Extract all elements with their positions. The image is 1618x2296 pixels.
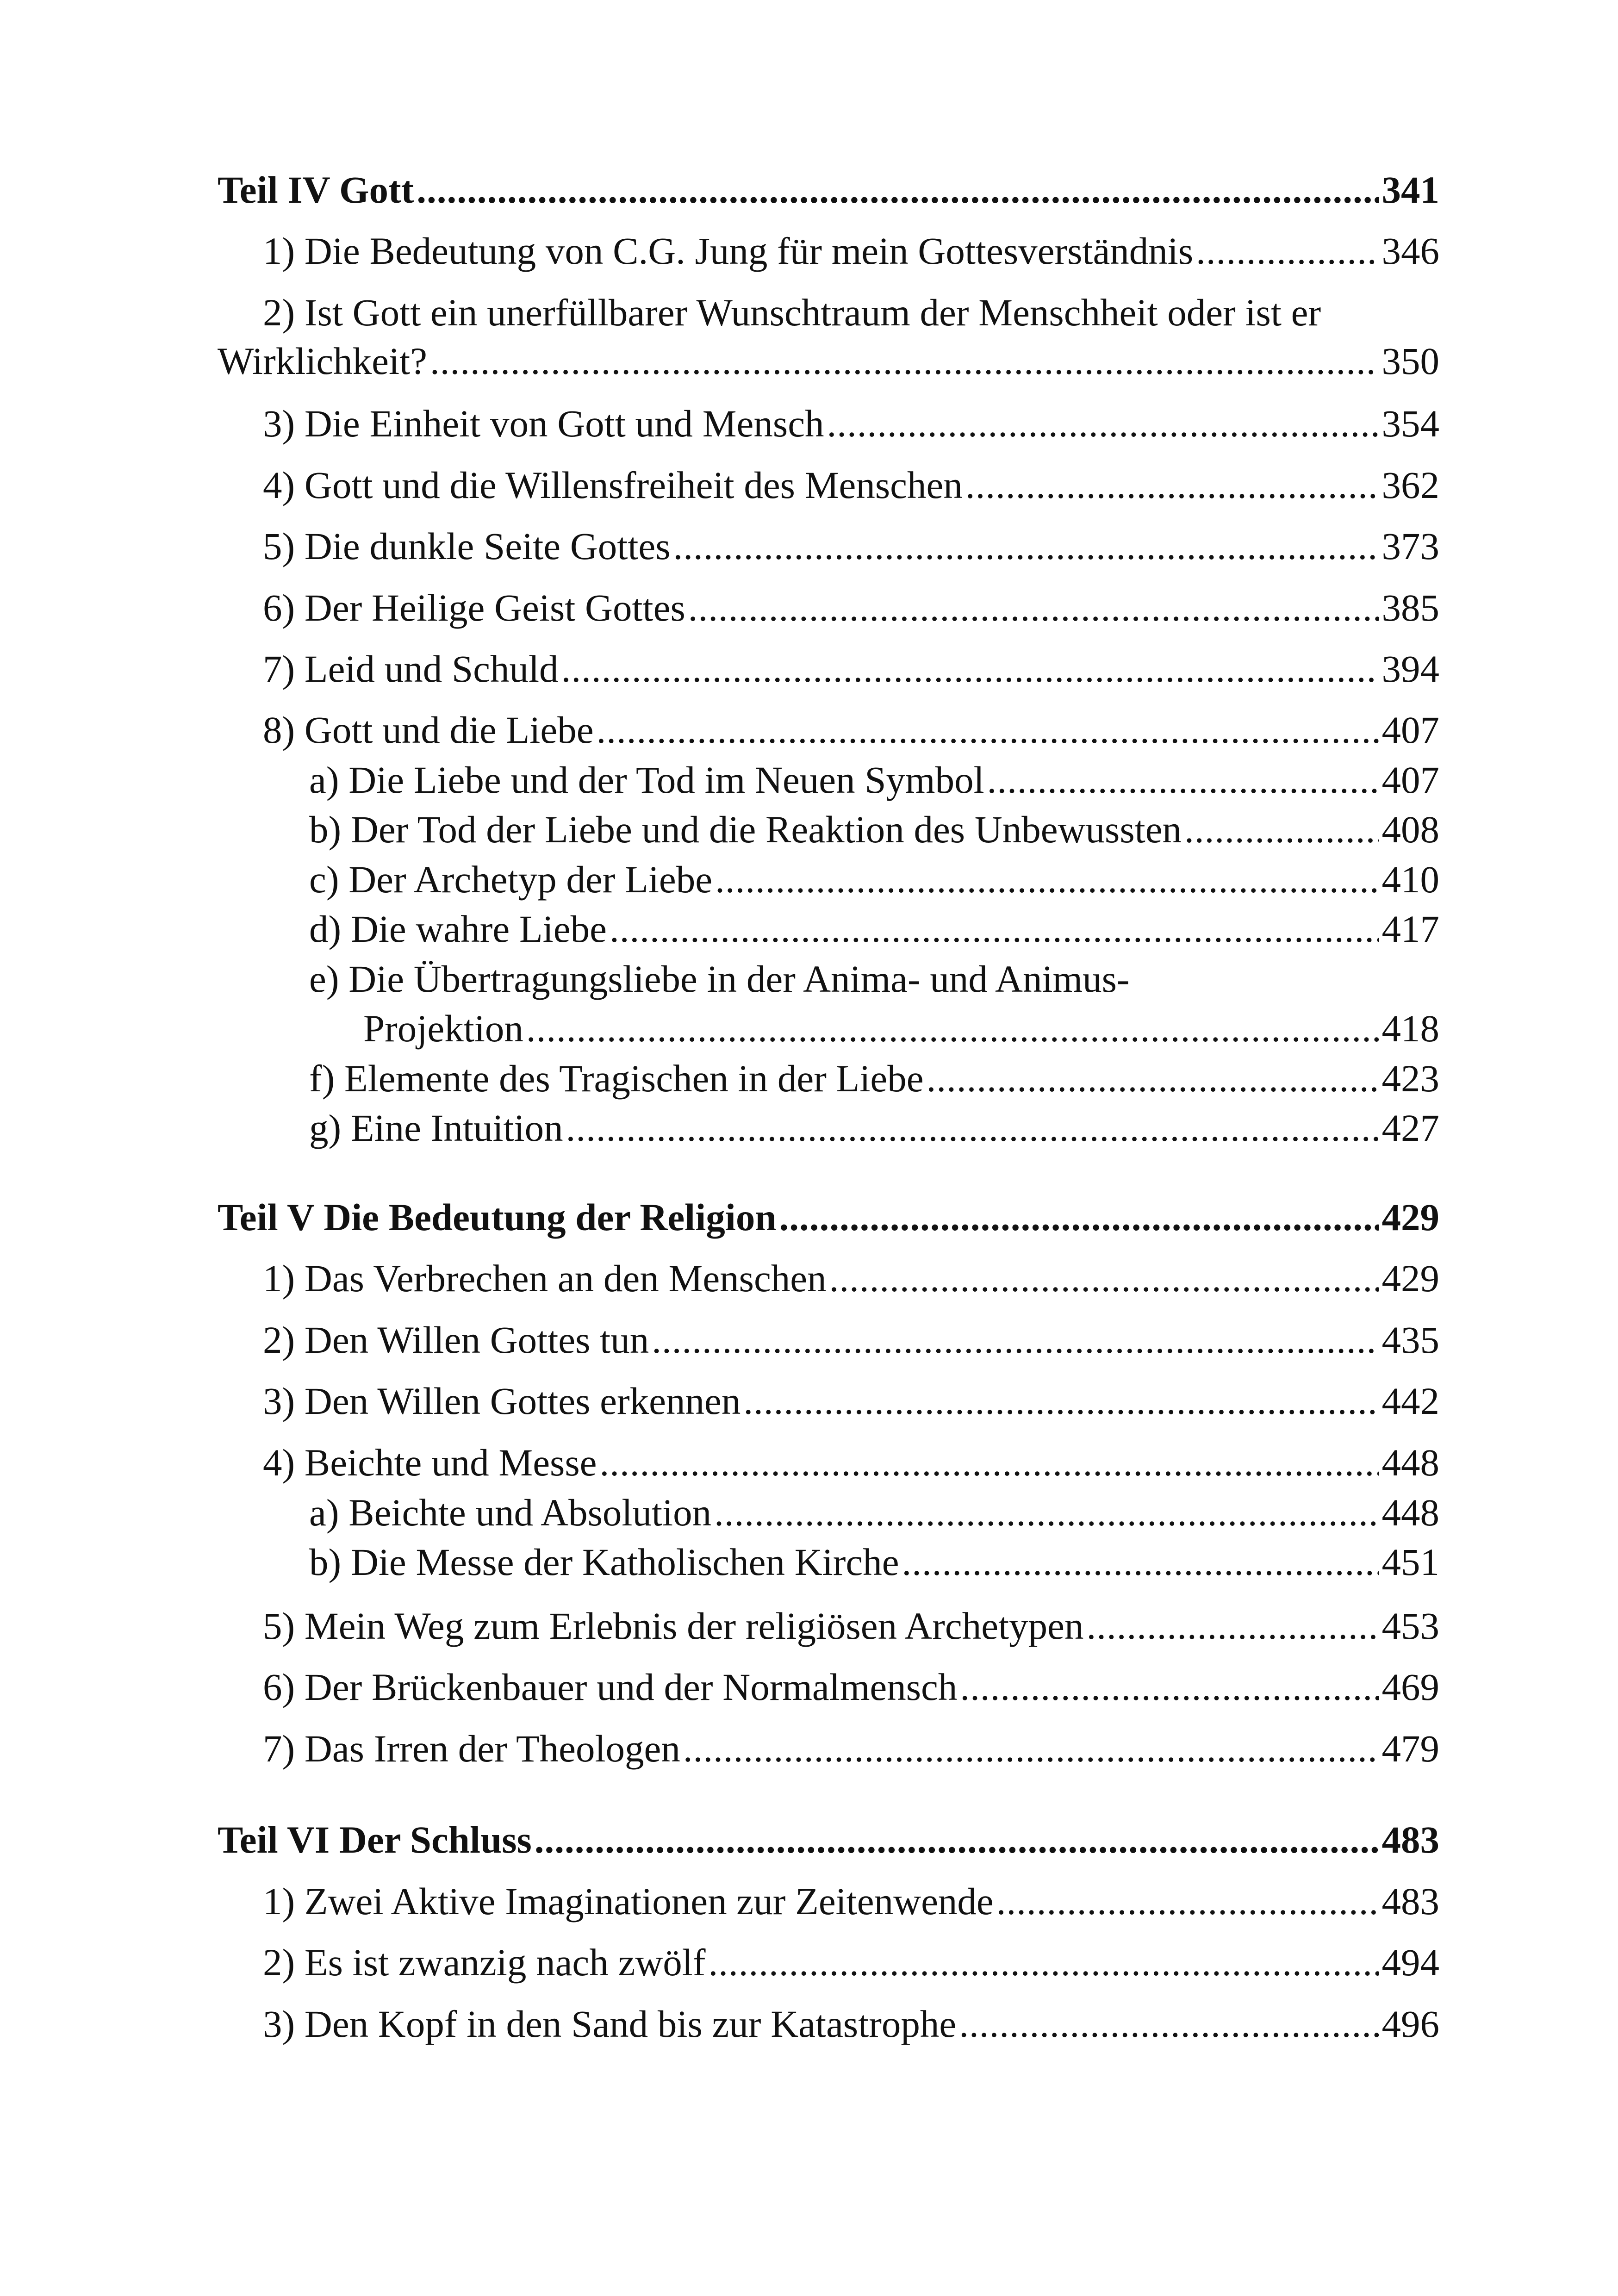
dot-leader	[535, 1817, 1379, 1863]
toc-entry	[263, 646, 1439, 692]
toc-page-number: 448	[1382, 1491, 1439, 1534]
toc-page-number: 346	[1382, 230, 1439, 272]
toc-entry	[263, 1664, 1439, 1710]
toc-entry-title: 3) Den Kopf in den Sand bis zur Katastrophe	[263, 2003, 957, 2045]
toc-page-number: 483	[1382, 1880, 1439, 1923]
toc-entry	[263, 1317, 1439, 1363]
toc-page-number: 350	[1382, 340, 1439, 382]
toc-entry	[263, 707, 1439, 753]
dot-leader	[1184, 806, 1379, 852]
dot-leader	[610, 906, 1379, 952]
toc-entry	[263, 400, 1439, 447]
toc-entry-title: 7) Leid und Schuld	[263, 647, 559, 690]
toc-subentry	[363, 1005, 1439, 1052]
toc-entry-title: 6) Der Brückenbauer und der Normalmensch	[263, 1666, 958, 1708]
toc-part-heading	[218, 1194, 1439, 1240]
dot-leader	[430, 338, 1379, 384]
toc-entry-title: 3) Den Willen Gottes erkennen	[263, 1380, 741, 1422]
toc-entry-title: 1) Die Bedeutung von C.G. Jung für mein Gottesverständnis	[263, 230, 1194, 272]
toc-entry-title: 2) Den Willen Gottes tun	[263, 1319, 649, 1361]
toc-subentry-title-line1: e) Die Übertragungsliebe in der Anima- und Animus-	[309, 958, 1130, 1000]
toc-part-title: Teil V Die Bedeutung der Religion	[218, 1196, 777, 1238]
toc-page-number: 373	[1382, 525, 1439, 567]
toc-subentry-title: a) Beichte und Absolution	[309, 1491, 712, 1534]
toc-entry	[263, 523, 1439, 569]
toc-subentry-title: f) Elemente des Tragischen in der Liebe	[309, 1057, 924, 1100]
toc-entry-title: 5) Mein Weg zum Erlebnis der religiösen Archetypen	[263, 1605, 1084, 1647]
toc-page-number: 394	[1382, 647, 1439, 690]
toc-entry-title: Wirklichkeit?	[218, 340, 427, 382]
dot-leader	[959, 2001, 1379, 2047]
toc-entry-title: 1) Das Verbrechen an den Menschen	[263, 1257, 827, 1300]
toc-part-title: Teil IV Gott	[218, 168, 414, 211]
toc-part-title: Teil VI Der Schluss	[218, 1818, 532, 1861]
toc-entry-title: 5) Die dunkle Seite Gottes	[263, 525, 671, 567]
toc-entry	[263, 1725, 1439, 1772]
toc-subentry	[309, 1055, 1439, 1101]
toc-page-number: 362	[1382, 464, 1439, 506]
toc-page-number: 448	[1382, 1441, 1439, 1484]
toc-entry	[263, 1255, 1439, 1301]
toc-page-number: 469	[1382, 1666, 1439, 1708]
toc-entry-title: 6) Der Heilige Geist Gottes	[263, 586, 685, 629]
toc-page-number: 483	[1382, 1818, 1439, 1861]
dot-leader	[1086, 1603, 1379, 1649]
toc-entry	[263, 462, 1439, 508]
dot-leader	[714, 1489, 1379, 1536]
toc-page-number: 442	[1382, 1380, 1439, 1422]
toc-entry	[263, 1378, 1439, 1424]
toc-page-number: 407	[1382, 759, 1439, 801]
toc-page-number: 496	[1382, 2003, 1439, 2045]
dot-leader	[987, 757, 1379, 803]
toc-subentry-title: g) Eine Intuition	[309, 1107, 563, 1149]
toc-page-number: 479	[1382, 1727, 1439, 1770]
toc-subentry-title: b) Der Tod der Liebe und die Reaktion des Unbewussten	[309, 808, 1182, 851]
toc-subentry	[309, 757, 1439, 803]
toc-entry-title: 4) Beichte und Messe	[263, 1441, 597, 1484]
toc-page-number: 418	[1382, 1007, 1439, 1050]
toc-page-number: 453	[1382, 1605, 1439, 1647]
toc-entry	[263, 1878, 1439, 1924]
toc-entry	[263, 1939, 1439, 1985]
toc-page-number: 407	[1382, 709, 1439, 751]
dot-leader	[960, 1664, 1379, 1710]
dot-leader	[902, 1539, 1379, 1585]
dot-leader	[566, 1105, 1379, 1151]
toc-entry	[218, 338, 1439, 384]
toc-entry-title-line1: 2) Ist Gott ein unerfüllbarer Wunschtraum der Menschheit oder ist er	[263, 291, 1321, 334]
dot-leader	[743, 1378, 1379, 1424]
toc-page-number: 429	[1382, 1257, 1439, 1300]
toc-subentry	[309, 806, 1439, 852]
dot-leader	[709, 1939, 1379, 1985]
dot-leader	[599, 1439, 1379, 1486]
toc-part-heading	[218, 167, 1439, 213]
toc-page-number: 417	[1382, 908, 1439, 950]
toc-page-number: 354	[1382, 402, 1439, 445]
toc-page-number: 429	[1382, 1196, 1439, 1238]
toc-page-number: 410	[1382, 858, 1439, 901]
toc-entry-title: 8) Gott und die Liebe	[263, 709, 594, 751]
dot-leader	[561, 646, 1379, 692]
toc-entry-title: 7) Das Irren der Theologen	[263, 1727, 680, 1770]
toc-subentry	[309, 906, 1439, 952]
toc-page-number: 494	[1382, 1941, 1439, 1984]
toc-entry	[263, 1603, 1439, 1649]
toc-page-number: 341	[1382, 168, 1439, 211]
dot-leader	[827, 400, 1379, 447]
toc-entry	[263, 228, 1439, 274]
toc-page-number: 435	[1382, 1319, 1439, 1361]
toc-entry-title: 1) Zwei Aktive Imaginationen zur Zeitenwende	[263, 1880, 994, 1923]
dot-leader	[829, 1255, 1379, 1301]
toc-subentry	[309, 1105, 1439, 1151]
dot-leader	[927, 1055, 1379, 1101]
toc-subentry	[309, 1489, 1439, 1536]
toc-entry-title: 4) Gott und die Willensfreiheit des Menschen	[263, 464, 963, 506]
toc-page-number: 451	[1382, 1541, 1439, 1583]
dot-leader	[417, 167, 1379, 213]
dot-leader	[715, 856, 1379, 902]
toc-page-number: 427	[1382, 1107, 1439, 1149]
toc-page-number: 408	[1382, 808, 1439, 851]
toc-subentry-title: Projektion	[363, 1007, 523, 1050]
toc-subentry	[309, 1539, 1439, 1585]
dot-leader	[688, 585, 1379, 631]
toc-subentry-title: b) Die Messe der Katholischen Kirche	[309, 1541, 899, 1583]
toc-page-number: 385	[1382, 586, 1439, 629]
toc-subentry-title: a) Die Liebe und der Tod im Neuen Symbol	[309, 759, 984, 801]
toc-subentry	[309, 856, 1439, 902]
dot-leader	[683, 1725, 1379, 1772]
toc-page-number: 423	[1382, 1057, 1439, 1100]
dot-leader	[779, 1194, 1379, 1240]
dot-leader	[526, 1005, 1379, 1052]
dot-leader	[965, 462, 1379, 508]
toc-entry	[263, 1439, 1439, 1486]
dot-leader	[673, 523, 1379, 569]
toc-part-heading	[218, 1817, 1439, 1863]
dot-leader	[1196, 228, 1379, 274]
toc-entry	[263, 2001, 1439, 2047]
dot-leader	[996, 1878, 1379, 1924]
dot-leader	[652, 1317, 1379, 1363]
dot-leader	[597, 707, 1379, 753]
toc-subentry-title: d) Die wahre Liebe	[309, 908, 607, 950]
toc-entry-title: 3) Die Einheit von Gott und Mensch	[263, 402, 824, 445]
toc-subentry-title: c) Der Archetyp der Liebe	[309, 858, 713, 901]
toc-entry	[263, 585, 1439, 631]
toc-entry-title: 2) Es ist zwanzig nach zwölf	[263, 1941, 706, 1984]
